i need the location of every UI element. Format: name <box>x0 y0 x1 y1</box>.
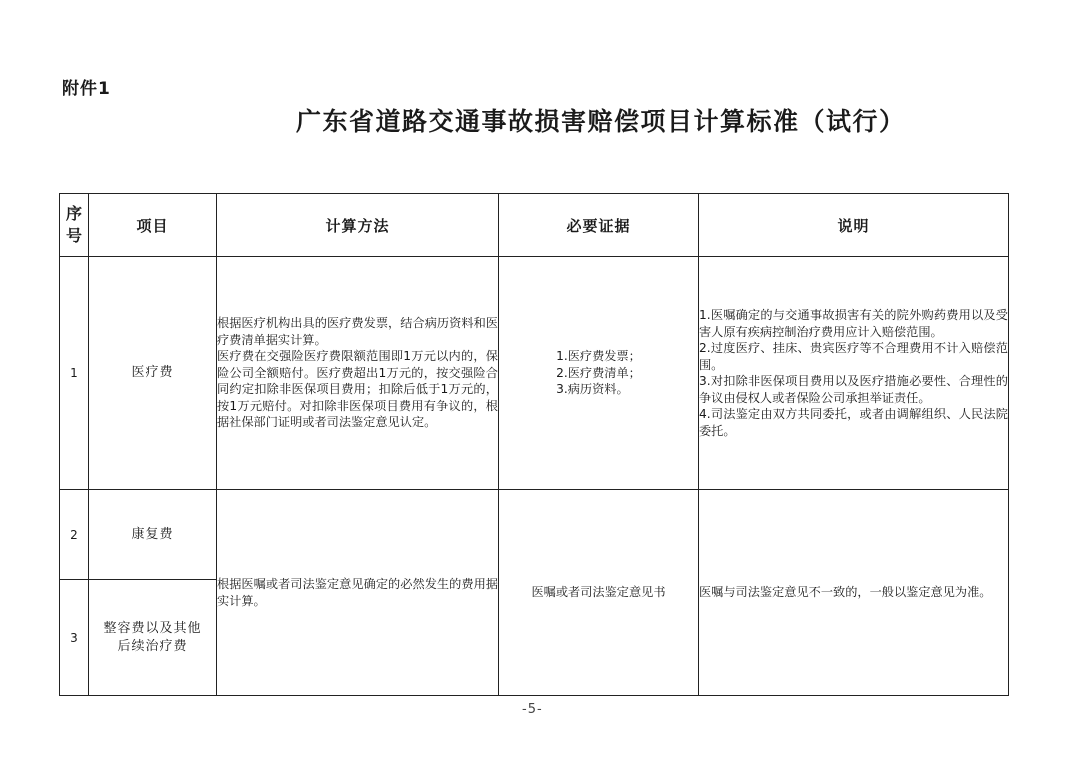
row3-number: 3 <box>60 580 89 696</box>
header-item: 项目 <box>89 194 217 257</box>
row1-note-item2: 2.过度医疗、挂床、贵宾医疗等不合理费用不计入赔偿范围。 <box>699 341 1008 372</box>
row1-method <box>217 257 499 490</box>
row1-evidence-item1: 1.医疗费发票； <box>556 349 641 364</box>
row1-evidence <box>499 257 699 490</box>
table-row <box>60 257 1009 490</box>
row1-note-item4: 4.司法鉴定由双方共同委托，或者由调解组织、人民法院委托。 <box>699 407 1008 438</box>
row1-note <box>699 257 1009 490</box>
row1-method-para2: 医疗费在交强险医疗费限额范围即1万元以内的，保险公司全额赔付。医疗费超出1万元的，按交强险合同约定扣除非医保项目费用；扣除后低于1万元的，按1万元赔付。对扣除非医保项目费用有争议的，根据社保部门证明或者司法鉴定意见认定。 <box>217 349 498 430</box>
header-seq-line1: 序 <box>65 204 82 223</box>
row1-evidence-item3: 3.病历资料。 <box>556 382 629 397</box>
row2-3-note: 医嘱与司法鉴定意见不一致的，一般以鉴定意见为准。 <box>699 490 1009 696</box>
table-header-row <box>60 194 1009 257</box>
row3-item-line2: 后续治疗费 <box>117 638 188 654</box>
row1-item: 医疗费 <box>89 257 217 490</box>
row3-item-line1: 整容费以及其他 <box>103 620 202 636</box>
document-title: 广东省道路交通事故损害赔偿项目计算标准（试行） <box>296 107 906 136</box>
row1-note-item1: 1.医嘱确定的与交通事故损害有关的院外购药费用以及受害人原有疾病控制治疗费用应计入赔偿范围。 <box>699 308 1008 339</box>
table-row <box>60 490 1009 580</box>
page-number: -5- <box>522 702 543 717</box>
header-evidence: 必要证据 <box>499 194 699 257</box>
row2-number: 2 <box>60 490 89 580</box>
row1-number: 1 <box>60 257 89 490</box>
row1-method-para1: 根据医疗机构出具的医疗费发票，结合病历资料和医疗费清单据实计算。 <box>217 316 498 347</box>
row2-3-evidence: 医嘱或者司法鉴定意见书 <box>499 490 699 696</box>
row1-evidence-item2: 2.医疗费清单； <box>556 365 641 380</box>
row2-item: 康复费 <box>89 490 217 580</box>
header-seq-line2: 号 <box>65 226 82 245</box>
row3-item <box>89 580 217 696</box>
header-method: 计算方法 <box>217 194 499 257</box>
header-seq <box>60 194 89 257</box>
attachment-label: 附件1 <box>62 79 111 99</box>
row1-note-item3: 3.对扣除非医保项目费用以及医疗措施必要性、合理性的争议由侵权人或者保险公司承担举证责任。 <box>699 374 1008 405</box>
row1-evidence-list <box>556 348 641 398</box>
compensation-standards-table <box>59 193 1009 696</box>
row2-3-method: 根据医嘱或者司法鉴定意见确定的必然发生的费用据实计算。 <box>217 490 499 696</box>
header-note: 说明 <box>699 194 1009 257</box>
